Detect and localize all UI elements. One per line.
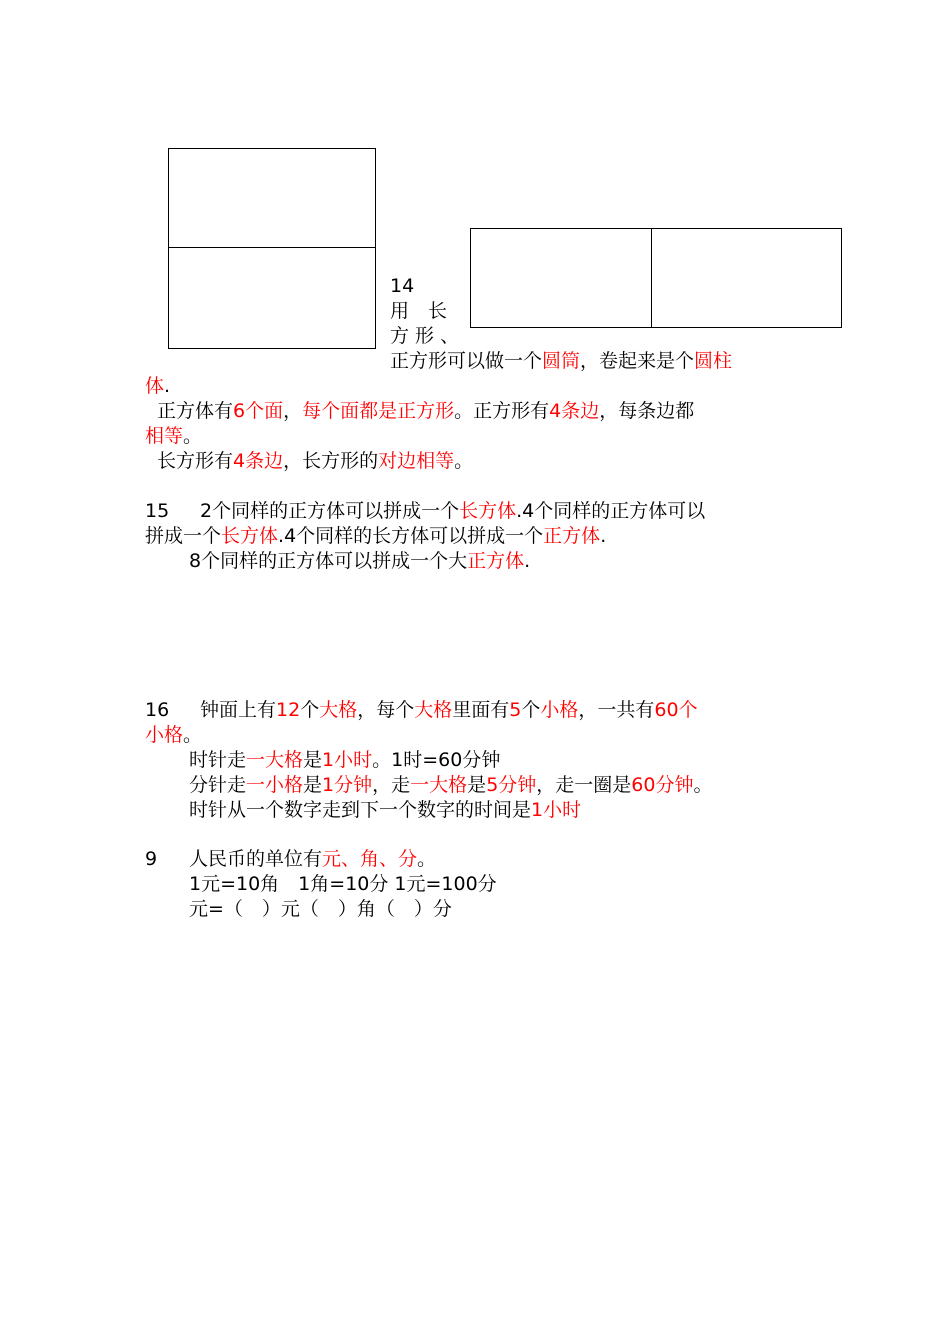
q16-hour-line: 时针走一大格是1小时。1时=60分钟 — [189, 749, 501, 771]
q14-line-a: 用 长 — [390, 300, 448, 322]
q14-line-b: 方 形 、 — [390, 325, 460, 347]
q16-line-1: 钟面上有12个大格，每个大格里面有5个小格，一共有60个 — [200, 699, 698, 721]
q16-line-2: 小格。 — [145, 724, 203, 746]
q14-cube-line: 正方体有6个面，每个面都是正方形。正方形有4条边，每条边都 — [157, 400, 695, 422]
q9-line-2: 1元=10角 1角=10分 1元=100分 — [189, 873, 497, 895]
q15-line-2: 拼成一个长方体.4个同样的长方体可以拼成一个正方体. — [145, 525, 607, 547]
q9-line-3: 元=（ ）元（ ）角（ ）分 — [189, 898, 452, 920]
q16-number: 16 — [145, 699, 170, 721]
q14-line-c: 正方形可以做一个圆筒，卷起来是个圆柱 — [390, 350, 733, 372]
q14-rect-line: 长方形有4条边，长方形的对边相等。 — [157, 450, 474, 472]
q9-number: 9 — [145, 848, 158, 870]
rectangle-figure-side-by-side — [470, 228, 842, 328]
q14-number: 14 — [390, 275, 415, 297]
q14-line-d: 体. — [145, 375, 171, 397]
q15-line-3: 8个同样的正方体可以拼成一个大正方体. — [189, 550, 531, 572]
q9-line-1: 人民币的单位有元、角、分。 — [189, 848, 437, 870]
q15-number: 15 — [145, 500, 170, 522]
rectangle-figure-stacked — [168, 148, 376, 349]
rectangle-divider-line — [651, 229, 652, 327]
q15-line-1: 2个同样的正方体可以拼成一个长方体.4个同样的正方体可以 — [200, 500, 706, 522]
q16-minute-line: 分针走一小格是1分钟，走一大格是5分钟，走一圈是60分钟。 — [189, 774, 713, 796]
q14-equal-line: 相等。 — [145, 425, 203, 447]
q16-number-line: 时针从一个数字走到下一个数字的时间是1小时 — [189, 799, 582, 821]
rectangle-divider-line — [169, 247, 375, 248]
